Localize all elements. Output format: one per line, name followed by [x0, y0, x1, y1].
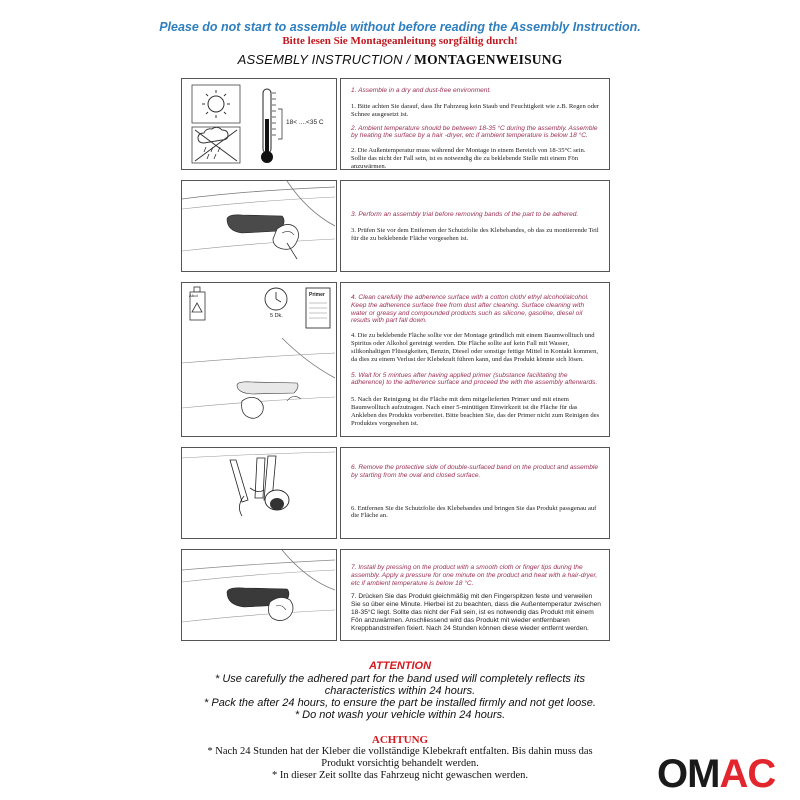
attention-line-3: * Pack the after 24 hours, to ensure the part be installed firmly and not get loose.	[204, 697, 596, 709]
step2-de: 3. Prüfen Sie vor dem Entfernen der Schutzfolie des Klebebandes, ob das zu montierende Teil für die zu beklebende Fläche vorgesehen ist.	[351, 226, 599, 242]
achtung-title: ACHTUNG	[371, 734, 429, 746]
step6-de: 6. Entfernen Sie die Schutzfolie des Klebebandes und bringen Sie das Produkt passgenau auf die Fläche an.	[351, 504, 597, 520]
step1-text-box	[340, 78, 610, 170]
attention-line-4: * Do not wash your vehicle within 24 hours.	[294, 709, 506, 721]
no-rain-icon	[195, 127, 237, 161]
step1-content	[351, 87, 601, 171]
logo-om: OM	[657, 752, 720, 792]
thermometer-icon	[261, 89, 282, 163]
step4-en: 4. Clean carefully the adherence surface with a cotton cloth/ ethyl alcohol/alcohol. Keep the adherence surface free from dust after cleaning. Surface cleaning with water or greasy and compounded products such as silicone, gasoline, diesel oil results with part fall down.	[351, 294, 589, 325]
step1-de-2: 2. Die Außentemperatur muss während der Montage in einem Bereich von 18-35°C sein. Sollte das nicht der Fall sein, ist es notwendig die zu beklebende Stelle mit einem Fön anzuwärmen.	[351, 147, 586, 170]
attention-line-1: * Use carefully the adhered part for the band used will completely reflects its	[215, 673, 585, 685]
step4-illustration	[181, 447, 337, 539]
step1-illustration	[181, 78, 337, 170]
logo-ac: AC	[719, 752, 776, 792]
step5-content	[351, 564, 601, 633]
title-english: ASSEMBLY INSTRUCTION /	[237, 52, 411, 67]
remove-protective-tape-drawing	[182, 448, 335, 537]
step2-illustration	[181, 180, 337, 272]
clock-icon	[265, 288, 287, 310]
sun-icon	[202, 90, 230, 118]
step5-illustration	[181, 549, 337, 641]
alcohol-label: Alkol	[189, 293, 198, 298]
step6-en: 6. Remove the protective side of double-surfaced band on the product and assemble by starting from the oval and closed surface.	[351, 464, 599, 479]
alcohol-bottle-icon	[190, 287, 205, 320]
attention-line-2: characteristics within 24 hours.	[324, 685, 476, 697]
step3-text-box	[340, 282, 610, 437]
step1-en-1: 1. Assemble in a dry and dust-free environment.	[351, 87, 492, 94]
step3-content	[351, 294, 601, 428]
achtung-line-2: Produkt vorsichtig behandelt werden.	[321, 758, 479, 769]
step7-de: 7. Drücken Sie das Produkt gleichmäßig mit den Fingerspitzen feste und verweilen Sie so über eine Minute. Hierbei ist zu beachten, dass die Außentemperatur zwischen 18-35°C liegt. Sollte das nicht der Fall sein, ist es notwendig das Produkt mit einem Fön anzuwärmen. Anschliessend wird das Produkt mit wieder entfernbaren Kreppbandstreifen fixiert. Nach 24 Stunden können diese wieder entfernt werden.	[351, 593, 601, 632]
car-door-handle-trial-drawing	[182, 181, 335, 270]
step7-en: 7. Install by pressing on the product with a smooth cloth or finger tips during the assembly. Apply a pressure for one minute on the product and heat with a hair-dryer, etc if ambient temperature is below 18 °C.	[351, 564, 598, 587]
step1-de-1: 1. Bitte achten Sie darauf, dass Ihr Fahrzeug kein Staub und Feuchtigkeit wie z.B. Regen oder Schnee ausgesetzt ist.	[351, 102, 600, 118]
step4-text-box	[340, 447, 610, 539]
attention-title: ATTENTION	[368, 660, 432, 672]
step5-text-box	[340, 549, 610, 641]
omac-logo	[655, 752, 790, 792]
clock-label: 5 Dk.	[270, 313, 283, 319]
warning-english: Please do not start to assemble without before reading the Assembly Instruction.	[159, 20, 641, 34]
step2-text-box	[340, 180, 610, 272]
page-title	[0, 52, 800, 68]
logo-text-dark	[657, 752, 775, 792]
temperature-range-label: 18< ....<35 C	[286, 119, 324, 126]
step1-en-2: 2. Ambient temperature should be between 18-35 °C during the assembly. Assemble by heating the surface by a hair -dryer, etc if ambient temperature is below 18 °C.	[351, 124, 598, 140]
step4-de: 4. Die zu beklebende Fläche sollte vor der Montage gründlich mit einem Baumwolltuch und Spiritus oder Alkohol gereinigt werden. Die Fläche sollte auf kein Fall mit Wasser, silikonhaltigen Flüssigkeiten, Benzin, Diesel oder sonstige fettige Mittel in Kontakt kommen, da dies zu einem Verlust der Klebekraft führen kann, und das Produkt könnte sich lösen.	[351, 332, 599, 363]
press-product-drawing	[182, 550, 335, 639]
achtung-line-1: * Nach 24 Stunden hat der Kleber die vollständige Klebekraft entfalten. Bis dahin muss das	[207, 746, 593, 757]
step5-en: 5. Wait for 5 mintues after having applied primer (substance facilitating the adherence) to the adherence surface and proceed the with the assembly afterwards.	[351, 371, 598, 387]
step4-content	[351, 464, 601, 520]
step5-de: 5. Nach der Reinigung ist die Fläche mit dem mitgelieferten Primer und mit einem Baumwolltuch aufzutragen. Nach einer 5-minütigen Einwirkzeit ist die Fläche für das Ankleben des Produkts vorbereitet. Bitte beachten Sie, das der Primer nicht zum Reinigen des Produktes vorgesehen ist.	[351, 396, 600, 427]
title-german: MONTAGENWEISUNG	[414, 52, 563, 67]
step3-illustration	[181, 282, 337, 437]
step2-en: 3. Perform an assembly trial before removing bands of the part to be adhered.	[351, 211, 579, 218]
car-door-cleaning-drawing	[182, 338, 335, 418]
achtung-line-3: * In dieser Zeit sollte das Fahrzeug nicht gewaschen werden.	[272, 770, 528, 781]
warning-german: Bitte lesen Sie Montageanleitung sorgfältig durch!	[282, 35, 518, 47]
step2-content	[351, 211, 601, 243]
primer-label: Primer	[309, 292, 325, 298]
